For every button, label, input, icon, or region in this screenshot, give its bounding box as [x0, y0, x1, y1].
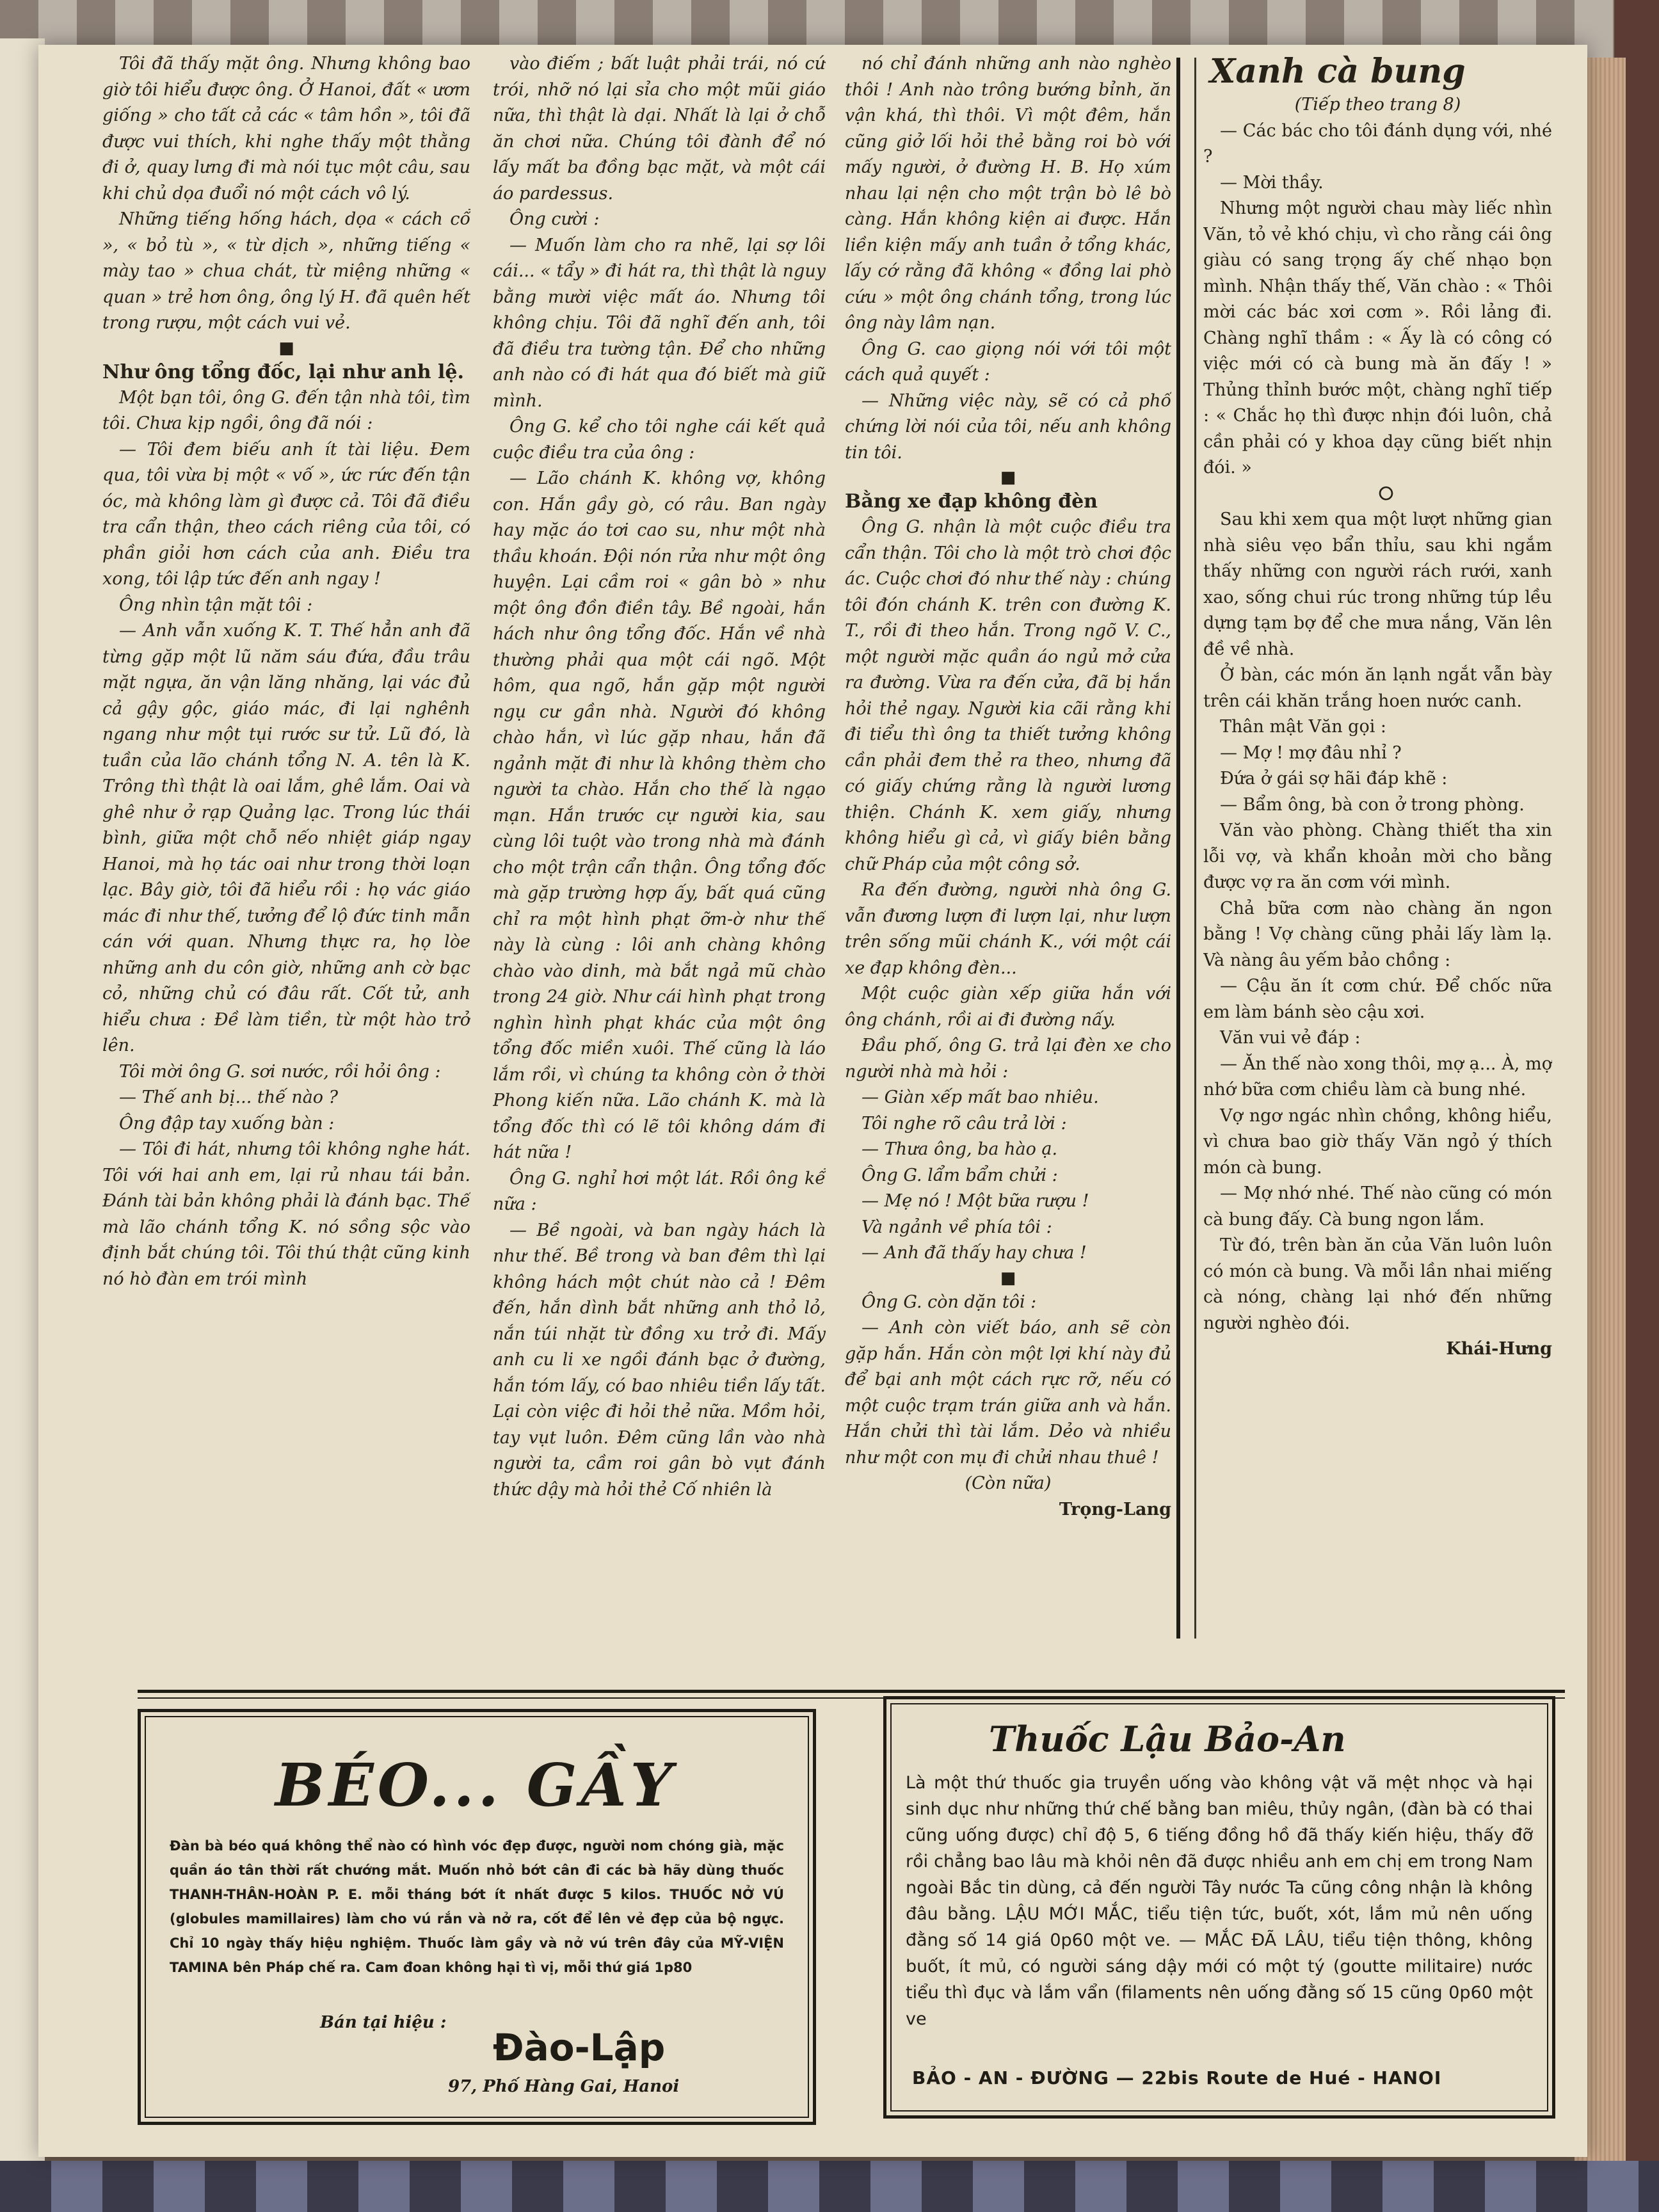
section-heading: Như ông tổng đốc, lại như anh lệ.	[102, 360, 464, 383]
paragraph: Và ngảnh về phía tôi :	[862, 1217, 1052, 1237]
ad-title: Thuốc Lậu Bảo-An	[989, 1719, 1346, 1759]
paragraph: Ông G. kể cho tôi nghe cái kết quả cuộc điều tra của ông :	[493, 417, 826, 463]
paragraph: — Anh còn viết báo, anh sẽ còn gặp hắn. Hắn còn một lợi khí này đủ để bại anh một cách rực rỡ, nếu có một cuộc trạm trán giữa anh và hắn. Hắn chửi thì tài lắm. Dẻo và nhiều như một con mụ đi chửi nhau thuê !	[845, 1318, 1171, 1468]
section-heading: Bằng xe đạp không đèn	[845, 490, 1098, 513]
article-column-3	[845, 51, 1171, 1639]
paragraph: — Bề ngoài, và ban ngày hách là như thế. Bề trong và ban đêm thì lại không hách một chút nào cả ! Đêm đến, hắn dình bắt những anh thỏ lỏ, nắn túi nhặt từ đồng xu trở đi. Mấy anh cu li xe ngồi đánh bạc ở đường, hắn tóm lấy, có bao nhiêu tiền lấy tất. Lại còn việc đi hỏi thẻ nữa. Mồm hỏi, tay vụt luôn. Đêm cũng lần vào nhà người ta, cầm roi gân bò vụt đánh thức dậy mà hỏi thẻ Cố nhiên là	[493, 1220, 826, 1500]
paragraph: Vợ ngơ ngác nhìn chồng, không hiểu, vì chưa bao giờ thấy Văn ngỏ ý thích món cà bung.	[1203, 1105, 1552, 1178]
ad-body: Đàn bà béo quá không thể nào có hình vóc đẹp được, người nom chóng già, mặc quần áo tân thời rất chướng mắt. Muốn nhỏ bớt cân đi các bà hãy dùng thuốc THANH-THÂN-HOÀN P. E. mỗi tháng bớt ít nhất được 5 kilos. THUỐC NỞ VÚ (globules mamillaires) làm cho vú rắn và nở ra, cốt để lên vẻ đẹp của bộ ngực. Chỉ 10 ngày thấy hiệu nghiệm. Thuốc làm gầy và nở vú trên đây của MỸ-VIỆN TAMINA bên Pháp chế ra. Cam đoan không hại tì vị, mỗi thứ giá 1p80	[170, 1838, 784, 1975]
story-subtitle: (Tiếp theo trang 8)	[1294, 95, 1461, 115]
ad-sold-at: Bán tại hiệu :	[320, 2013, 447, 2032]
paragraph: — Ăn thế nào xong thôi, mợ ạ... À, mợ nhớ bữa cơm chiều làm cà bung nhé.	[1203, 1054, 1552, 1100]
continued-note: (Còn nữa)	[965, 1473, 1052, 1493]
paragraph: — Anh vẫn xuống K. T. Thế hẳn anh đã từng gặp một lũ năm sáu đứa, đầu trâu mặt ngựa, ăn vận lăng nhăng, lại vác đủ cả gậy gộc, giáo mác, đi lại nghênh ngang như một tụi rước sư tử. Lũ đó, là tuần của lão chánh tổng N. A. tên là K. Trông thì thật là oai lắm, ghê lắm. Oai và ghê như ở rạp Quảng lạc. Trong lúc thái bình, giữa một chỗ nếo nhiệt giáp ngay Hanoi, mà họ tác oai như trong thời loạn lạc. Bây giờ, tôi đã hiểu rồi : họ vác giáo mác đi như thế, tưởng để lộ đức tinh mẫn cán với quan. Nhưng thực ra, họ lòe những anh du côn giờ, những anh cờ bạc cỏ, những chủ có đâu rất. Cốt tử, anh hiểu chưa : Đề làm tiền, từ một hào trở lên.	[102, 621, 470, 1055]
paragraph: Ông G. cao giọng nói với tôi một cách quả quyết :	[845, 339, 1171, 385]
paragraph: Chả bữa cơm nào chàng ăn ngon bằng ! Vợ chàng cũng phải lấy làm lạ. Và nàng âu yếm bảo chồng :	[1203, 898, 1552, 970]
column-divider	[1176, 58, 1180, 1639]
paragraph: Tôi nghe rõ câu trả lời :	[862, 1113, 1067, 1134]
paragraph: — Giàn xếp mất bao nhiêu.	[862, 1087, 1099, 1107]
ad-body: Là một thứ thuốc gia truyền uống vào không vật vã mệt nhọc và hại sinh dục như những thứ chế bằng ban miêu, thủy ngân, (đàn bà có thai cũng uống được) chỉ độ 5, 6 tiếng đồng hồ đã thấy kiến hiệu, thấy đỡ rồi chẳng bao lâu mà khỏi nên đã được nhiều anh em chị em trong Nam ngoài Bắc tin dùng, cả đến người Tây nước Ta cũng công nhận là không đâu bằng. LẬU MỚI MẮC, tiểu tiện tức, buốt, xót, lắm mủ nên uống đằng số 14 giá 0p60 một ve. — MẮC ĐÃ LÂU, tiểu tiện thông, không buốt, ít mủ, có người sáng dậy mới có một tý (goutte militaire) nước tiểu thì đục và lắm vẩn (filaments nên uống đằng số 15 cũng 0p60 một ve	[906, 1773, 1533, 2029]
section-bullet: ■	[278, 338, 294, 358]
paragraph: Ông đập tay xuống bàn :	[119, 1113, 335, 1134]
paragraph: — Những việc này, sẽ có cả phố chứng lời nói của tôi, nếu anh không tin tôi.	[845, 390, 1171, 463]
section-bullet: ■	[1000, 1268, 1016, 1288]
paragraph: — Mời thầy.	[1220, 172, 1324, 193]
paragraph: Văn vào phòng. Chàng thiết tha xin lỗi vợ, và khẩn khoản mời cho bằng được vợ ra ăn cơm với mình.	[1203, 821, 1552, 892]
paragraph: — Tôi đi hát, nhưng tôi không nghe hát. Tôi với hai anh em, lại rủ nhau tái bản. Đánh tài bản không phải là đánh bạc. Thế mà lão chánh tổng K. nó sồng sộc vào định bắt chúng tôi. Tôi thú thật cũng kinh nó hò đàn em trói mình	[102, 1139, 470, 1289]
paragraph: Đầu phố, ông G. trả lại đèn xe cho người nhà mà hỏi :	[845, 1036, 1171, 1082]
paragraph: vào điếm ; bất luật phải trái, nó cứ trói, nhỡ nó lại sỉa cho một mũi giáo nữa, thì thật là dại. Nhất là lại ở chỗ ăn chơi nữa. Chúng tôi đành để nó lấy mất ba đồng bạc mặt, và một cái áo pardessus.	[493, 54, 826, 204]
author-signature: Khái-Hưng	[1446, 1339, 1552, 1359]
paragraph: Đứa ở gái sợ hãi đáp khẽ :	[1220, 769, 1448, 789]
paragraph: Thân mật Văn gọi :	[1220, 717, 1387, 737]
ad-address: BẢO - AN - ĐƯỜNG — 22bis Route de Hué - HANOI	[912, 2067, 1442, 2088]
column-divider-thin	[1194, 58, 1196, 1639]
paragraph: Ông G. nhận là một cuộc điều tra cẩn thận. Tôi cho là một trò chơi độc ác. Cuộc chơi đó như thế này : chúng tôi đón chánh K. trên con đường K. T., rồi đi theo hắn. Trong ngõ V. C., một người mặc quần áo ngủ mở cửa ra đường. Vừa ra đến cửa, đã bị hắn hỏi thẻ ngay. Người kia cãi rằng khi đi tiểu thì ông ta thiết tưởng không cần phải đem thẻ ra theo, nhưng đã có giấy chứng rằng là người lương thiện. Chánh K. xem giấy, nhưng không hiểu gì cả, vì giấy biên bằng chữ Pháp của một công sở.	[845, 517, 1171, 874]
paragraph: Ông cười :	[509, 209, 600, 229]
paragraph: — Tôi đem biếu anh ít tài liệu. Đem qua, tôi vừa bị một « vố », ức rức đến tận óc, mà không làm gì được cả. Tôi đã điều tra cẩn thận, theo cách riêng của tôi, có phần giỏi hơn cách của anh. Điều tra xong, tôi lập tức đến anh ngay !	[102, 439, 470, 589]
paragraph: Văn vui vẻ đáp :	[1220, 1028, 1361, 1048]
ad-bao-an	[883, 1696, 1555, 2119]
ad-brand: Đào-Lập	[493, 2026, 666, 2069]
paragraph: Ông nhìn tận mặt tôi :	[119, 595, 313, 615]
ad-title: BÉO... GẦY	[275, 1751, 677, 1820]
paragraph: nó chỉ đánh những anh nào nghèo thôi ! Anh nào trông bướng bỉnh, ăn vận khá, thì thôi. Vì một đêm, hắn cũng giở lối hỏi thẻ bằng roi bò với mấy người, ở đường H. B. Họ xúm nhau lại nện cho một trận bò lê bò càng. Hắn không kiện ai được. Hắn liền kiện mấy anh tuần ở tổng khác, lấy cớ rằng đã không « đồng lai phò cứu » một ông chánh tổng, trong lúc ông này lâm nạn.	[845, 54, 1171, 333]
paragraph: Một cuộc giàn xếp giữa hắn với ông chánh, rồi ai đi đường nấy.	[845, 984, 1171, 1030]
paragraph: Sau khi xem qua một lượt những gian nhà siêu vẹo bẩn thỉu, sau khi ngắm thấy những con người rách rưới, xanh xao, sống chui rúc trong những túp lều dựng tạm bợ để che mưa nắng, Văn lên đề về nhà.	[1203, 509, 1552, 659]
paragraph: Tôi mời ông G. sơi nước, rồi hỏi ông :	[119, 1061, 441, 1082]
background-cloth-bottom	[0, 2161, 1659, 2212]
paragraph: — Thế anh bị... thế nào ?	[119, 1087, 339, 1107]
section-bullet: ■	[1000, 468, 1016, 487]
paragraph: — Lão chánh K. không vợ, không con. Hắn gầy gò, có râu. Ban ngày hay mặc áo tơi cao su, như một nhà thầu khoán. Đội nón rửa như một ông huyện. Lại cầm roi « gân bò » như một ông đồn điền tây. Bề ngoài, hắn hách như ông tổng đốc. Hắn về nhà thường phải qua một cái ngõ. Một hôm, qua ngõ, hắn gặp một người ngụ cư gần nhà. Người đó không chào hắn, vì lúc gặp nhau, hắn đã ngảnh mặt đi như là không thèm cho người ta chào. Hắn cho thế là ngạo mạn. Hắn trước cự người kia, sau cùng lôi tuột vào trong nhà mà đánh cho một trận cẩn thận. Ông tổng đốc mà gặp trường hợp ấy, bất quá cũng chỉ ra một hình phạt ỡm-ờ như thế này là cùng : lôi anh chàng không chào vào dinh, mà bắt ngả mũ chào trong 24 giờ. Như cái hình phạt trong nghìn hình phạt khác của một ông tổng đốc miền xuôi. Thế cũng là láo lắm rồi, vì chúng ta không còn ở thời Phong kiến nữa. Lão chánh K. mà là tổng đốc thì có lẽ tôi không dám đi hát nữa !	[493, 469, 826, 1162]
ad-beo-gay	[138, 1709, 816, 2125]
article-column-2	[493, 51, 826, 1639]
paragraph: — Thưa ông, ba hào ạ.	[862, 1139, 1058, 1159]
paragraph: Nhưng một người chau mày liếc nhìn Văn, tỏ vẻ khó chịu, vì cho rằng cái ông giàu có sang trọng ấy chế nhạo bọn mình. Nhận thấy thế, Văn chào : « Thôi mời các bác xơi cơm ». Rồi lảng đi. Chàng nghĩ thầm : « Ấy là có công có việc mới có cà bung mà ăn đấy ! » Thủng thỉnh bước một, chàng nghĩ tiếp : « Chắc họ thì được nhịn đói luôn, chả cần phải có y khoa dạy cũng biết nhịn đói. »	[1203, 198, 1552, 477]
paragraph: — Các bác cho tôi đánh dụng với, nhé ?	[1203, 120, 1552, 166]
section-circle-icon: ⭘	[1378, 482, 1394, 505]
horizontal-divider	[138, 1690, 1565, 1693]
paragraph: Ra đến đường, người nhà ông G. vẫn đương lượn đi lượn lại, như lượn trên sống mũi chánh K., với một cái xe đạp không đèn...	[845, 880, 1171, 978]
paragraph: Ông G. lẩm bẩm chửi :	[862, 1165, 1058, 1185]
paragraph: — Muốn làm cho ra nhẽ, lại sợ lôi cái... « tẩy » đi hát ra, thì thật là nguy bằng mười việc mất áo. Nhưng tôi không chịu. Tôi đã nghĩ đến anh, tôi đã điều tra tường tận. Để cho những anh nào có đi hát qua đó biết mà giữ mình.	[493, 235, 826, 411]
paragraph: Những tiếng hống hách, dọa « cách cổ », « bỏ tù », « từ dịch », những tiếng « mày tao » chua chát, từ miệng những « quan » trẻ hơn ông, ông lý H. đã quên hết trong rượu, một cách vui vẻ.	[102, 209, 470, 333]
paragraph: Ông G. còn dặn tôi :	[862, 1292, 1037, 1312]
paragraph: — Mợ nhớ nhé. Thế nào cũng có món cà bung đấy. Cà bung ngon lắm.	[1203, 1183, 1552, 1230]
ad-address: 97, Phố Hàng Gai, Hanoi	[448, 2077, 680, 2096]
paragraph: Từ đó, trên bàn ăn của Văn luôn luôn có món cà bung. Và mỗi lần nhai miếng cà nóng, chàng lại nhớ đến những người nghèo đói.	[1203, 1235, 1552, 1333]
paragraph: — Cậu ăn ít cơm chứ. Để chốc nữa em làm bánh sèo cậu xơi.	[1203, 976, 1552, 1022]
author-signature: Trọng-Lang	[1059, 1499, 1171, 1519]
paragraph: Tôi đã thấy mặt ông. Nhưng không bao giờ tôi hiểu được ông. Ở Hanoi, đất « ươm giống » cho tất cả các « tâm hồn », tôi đã được vui thích, khi nghe thấy một thằng đi ở, quay lưng đi mà nói tục một câu, sau khi chủ dọa đuổi nó một cách vô lý.	[102, 54, 470, 204]
article-column-1	[102, 51, 470, 1639]
paragraph: Một bạn tôi, ông G. đến tận nhà tôi, tìm tôi. Chưa kịp ngồi, ông đã nói :	[102, 387, 470, 433]
story-title: Xanh cà bung	[1210, 52, 1466, 91]
paragraph: — Anh đã thấy hay chưa !	[862, 1243, 1087, 1263]
paragraph: Ở bàn, các món ăn lạnh ngắt vẫn bày trên cái khăn trắng hoen nước canh.	[1203, 665, 1552, 711]
article-column-4	[1203, 51, 1552, 1639]
paragraph: — Mẹ nó ! Một bữa rượu !	[862, 1191, 1089, 1211]
paragraph: Ông G. nghỉ hơi một lát. Rồi ông kể nữa :	[493, 1168, 826, 1214]
paragraph: — Bẩm ông, bà con ở trong phòng.	[1220, 794, 1525, 815]
paragraph: — Mợ ! mợ đâu nhỉ ?	[1220, 742, 1402, 763]
